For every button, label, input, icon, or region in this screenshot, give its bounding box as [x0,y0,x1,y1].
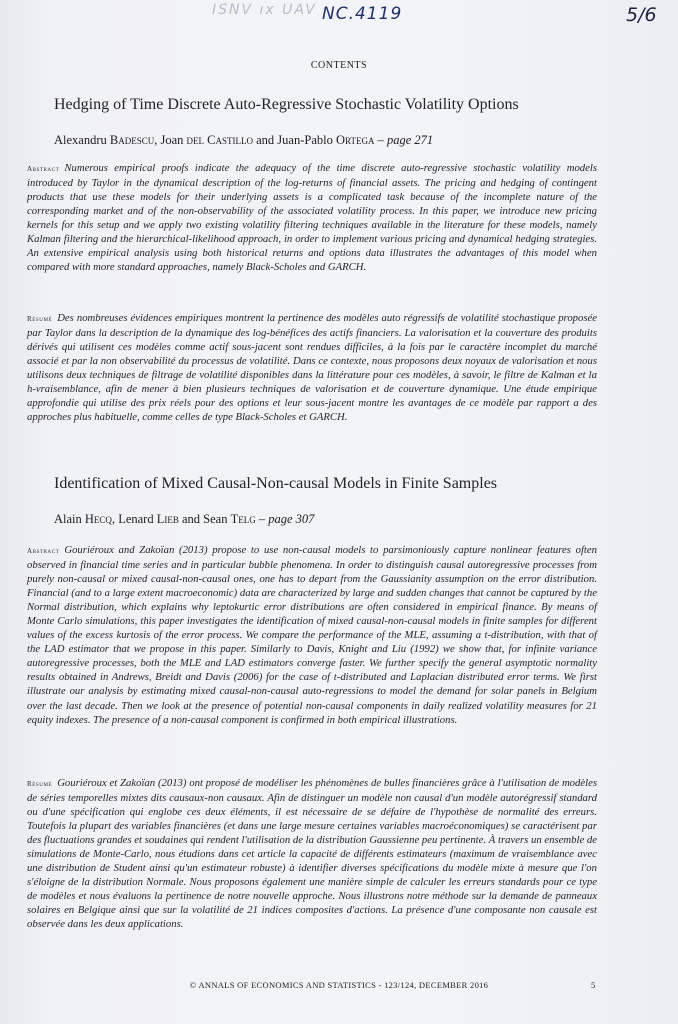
author-last-name: Lieb [156,512,179,526]
article-2-authors [54,511,634,527]
page-number: 5 [591,980,596,990]
author-last-name: Hecq [84,512,112,526]
abstract-label: Abstract [27,547,60,555]
author-first-name: Lenard [118,512,154,526]
article-1-authors [54,132,634,148]
author-separator: , [111,512,119,526]
abstract-text: Numerous empirical proofs indicate the adequacy of the time discrete auto-regressive stochastic volatility models introduced by Taylor in the dynamical description of the log-returns of financial assets. The pricing and hedging of contingent products that use these models for their underlying assets is a complicated task because of the incomplete nature of the corresponding market and of the non-observability of the associated volatility process. In this paper, we introduce new pricing kernels for this setup and we apply two existing volatility filtering techniques available in the literature for these models, namely Kalman filtering and the hierarchical-likelihood approach, in order to implement various pricing and dynamical hedging strategies. An extensive empirical analysis using both historical returns and options data illustrates the advantages of this model when compared with more standard approaches, namely Black-Scholes and GARCH. [27,162,597,274]
author-last-name: del Castillo [186,133,253,147]
article-2-resume [27,776,597,932]
author-last-name: Ortega [335,133,375,147]
article-1-abstract [27,161,597,274]
abstract-label: Abstract [27,165,60,173]
author-first-name: Alain [54,512,82,526]
page-reference: – page 271 [377,133,434,147]
resume-text: Des nombreuses évidences empiriques montrent la pertinence des modèles auto régressifs de volatilité stochastique proposée par Taylor dans la description de la dynamique des log-bénéfices des actifs financiers. La valorisation et la couverture des produits dérivés qui utilisent ces modèles comme actif sous-jacent sont rendues difficiles, à la fois par le caractère incomplet du marché associé et par la non observabilité du processus de volatilité. Dans ce contexte, nous proposons deux noyaux de valorisation et nous utilisons deux techniques de filtrage de volatilité disponibles dans la littérature pour ces modèles, à savoir, le filtre de Kalman et la h-vraisemblance, afin de mener à bien plusieurs techniques de valorisation et de couverture dynamique. Une étude empirique approfondie qui utilise des prix réels pour des options et leur sous-jacent montre les avantages de ce modèle par rapport a des approches plus habituelle, comme celles de type Black-Scholes et GARCH. [27,312,597,424]
author-first-name: Joan [160,133,184,147]
contents-heading: CONTENTS [310,60,368,71]
author-first-name: Sean [203,512,228,526]
page-reference: – page 307 [258,512,315,526]
article-1-resume [27,311,597,424]
author-last-name: Badescu [109,133,155,147]
handwritten-page-mark: 5/6 [626,4,657,26]
resume-label: Résumé [27,315,53,323]
abstract-text: Gouriéroux and Zakoïan (2013) propose to use non-causal models to parsimoniously capture nonlinear features often observed in financial time series and in particular bubble phenomena. In order to distinguish causal autoregressive processes from purely non-causal or mixed causal-non-causal ones, one has to depart from the Gaussianity assumption on the error distribution. Financial (and to a large extent macroeconomic) data are characterized by large and sudden changes that cannot be captured by the Normal distribution, which explains why leptokurtic error distributions are often considered in empirical finance. By means of Monte Carlo simulations, this paper investigates the identification of mixed causal-non-causal models in finite samples for different values of the excess kurtosis of the error process. We compare the performance of the MLE, assuming a t-distribution, with that of the LAD estimator that we propose in this paper. Similarly to Davis, Knight and Liu (1992) we show that, for infinite variance autoregressive processes, both the MLE and LAD estimators converge faster. We further specify the general asymptotic normality results obtained in Andrews, Breidt and Davis (2006) for the case of t-distributed and Laplacian distributed error terms. We first illustrate our analysis by estimating mixed causal-non-causal auto-regressions to model the demand for solar panels in Belgium over the last decade. Then we look at the presence of potential non-causal components in daily realized volatility measures for 21 equity indexes. The presence of a non-causal component is confirmed in both empirical illustrations. [27,544,597,726]
article-2-abstract [27,543,597,727]
article-1-title: Hedging of Time Discrete Auto-Regressive Stochastic Volatility Options [54,96,519,113]
handwritten-ghost-note: ISNV ıx UAV [212,2,317,18]
author-last-name: Telg [230,512,256,526]
author-separator: and [252,133,278,147]
resume-label: Résumé [27,780,53,788]
resume-text: Gouriéroux et Zakoïan (2013) ont proposé de modéliser les phénomènes de bulles financières grâce à l'utilisation de modèles de séries temporelles mixtes dits causaux-non causaux. Afin de distinguer un modèle non causal d'un modèle autorégressif standard ou d'une spécification qui englobe ces deux éléments, il est nécessaire de se défaire de l'hypothèse de normalité des erreurs. Toutefois la plupart des variables financières (et dans une large mesure certaines variables macroéconomiques) se caractérisent par des fluctuations grandes et soudaines qui rendent l'utilisation de la distribution Gaussienne peu pertinente. À travers un ensemble de simulations de Monte-Carlo, nous étudions dans cet article la capacité de différents estimateurs (maximum de vraisemblance avec une distribution de Student ainsi qu'un estimateur robuste) à identifier diverses spécifications du modèle mixte à mesure que l'on s'éloigne de la distribution Normale. Nous proposons également une manière simple de calculer les erreurs standards pour ce type de modèles et nous évaluons la pertinence de notre nouvelle approche. Nous illustrons notre méthode sur la demande de panneaux solaires en Belgique ainsi que sur la volatilité de 21 indices composites d'actions. La présence d'une composante non causale est observée dans les deux applications. [27,777,597,931]
journal-footer: © ANNALS OF ECONOMICS AND STATISTICS - 123/124, DECEMBER 2016 [189,980,489,990]
author-separator: , [154,133,161,147]
article-2-title: Identification of Mixed Causal-Non-causal Models in Finite Samples [54,475,498,492]
author-first-name: Juan-Pablo [277,133,333,147]
author-first-name: Alexandru [54,133,107,147]
handwritten-call-number: NC.4119 [322,4,403,24]
author-separator: and [178,512,204,526]
